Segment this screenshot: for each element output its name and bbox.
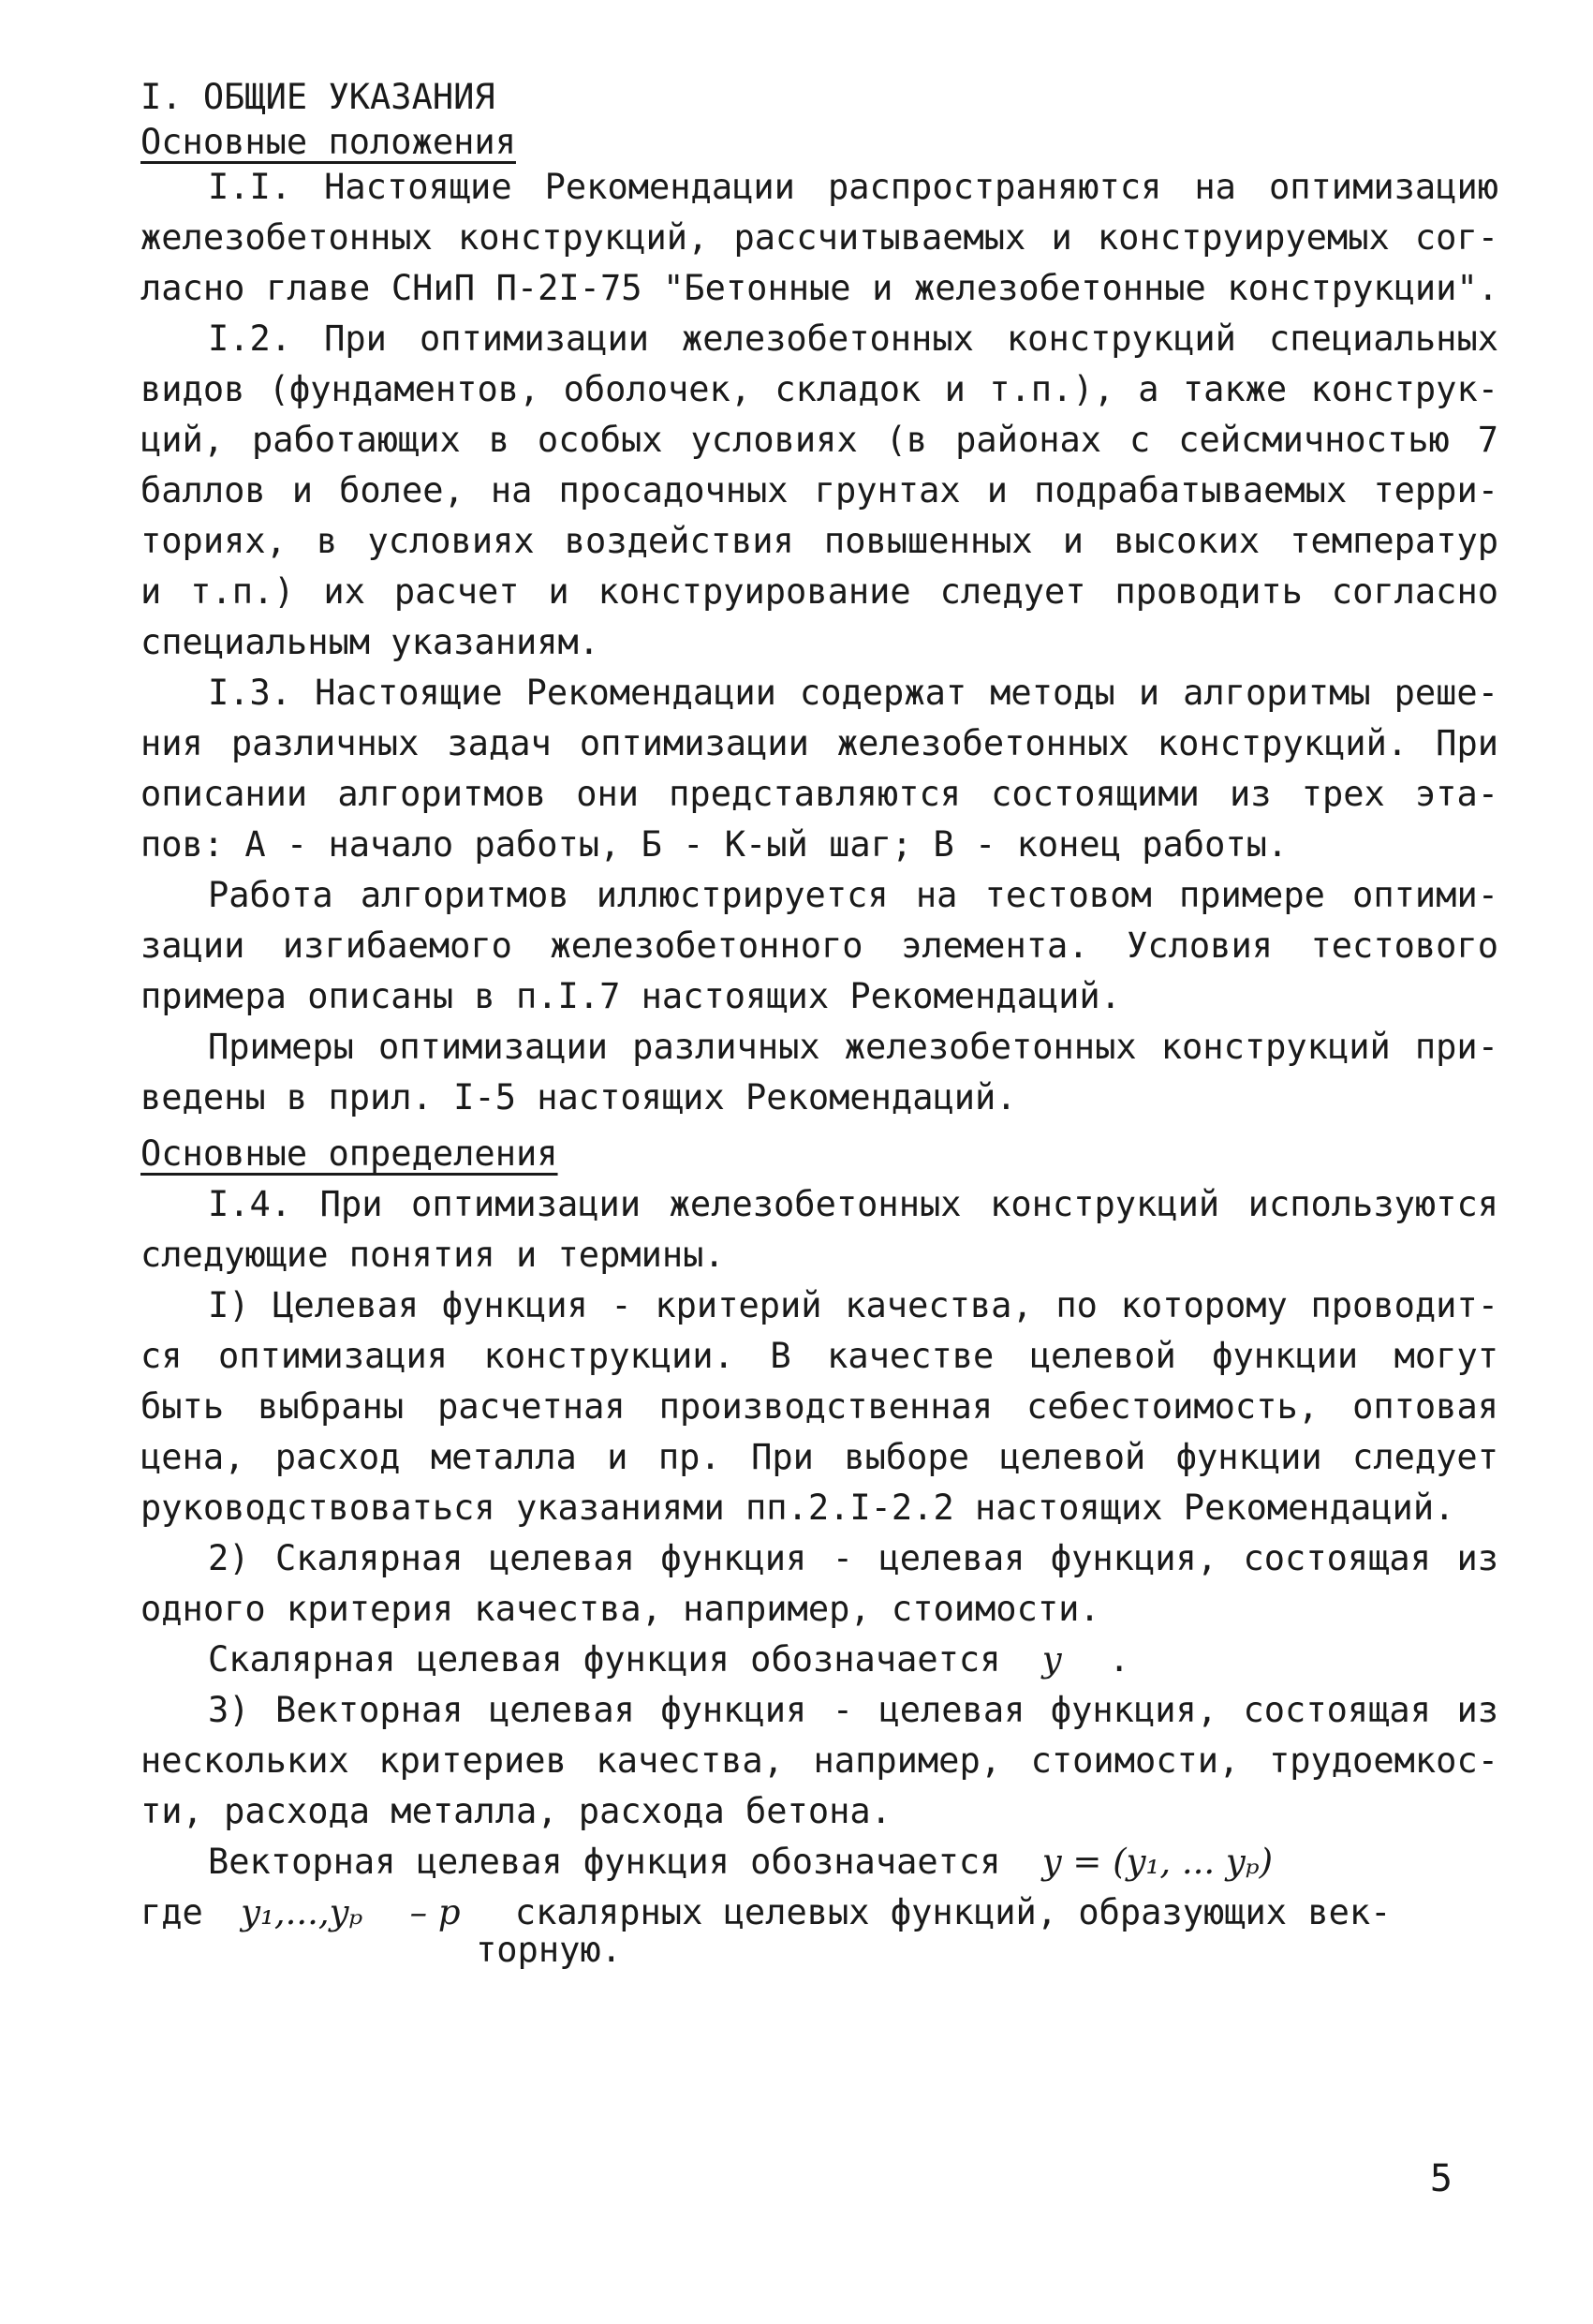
vector-function-formula: y = (y₁, ... yₚ) <box>1041 1842 1274 1882</box>
text-line: пов: А - начало работы, Б - К-ый шаг; В - конец работы. <box>140 824 1289 865</box>
scalar-function-symbol: y <box>1041 1639 1062 1680</box>
text-line: баллов и более, на просадочных грунтах и подрабатываемых терри- <box>140 470 1498 511</box>
text-line: ти, расхода металла, расхода бетона. <box>140 1791 892 1831</box>
text-line: железобетонных конструкций, рассчитываемых и конструируемых сог- <box>140 217 1498 258</box>
formula-line <box>208 1840 1498 1885</box>
text-line: I) Целевая функция - критерий качества, по которому проводит- <box>208 1285 1498 1325</box>
text-fragment: . <box>1108 1639 1130 1680</box>
text-line: ния различных задач оптимизации железобетонных конструкций. При <box>140 723 1498 763</box>
text-line: I.3. Настоящие Рекомендации содержат методы и алгоритмы реше- <box>208 673 1498 713</box>
text-fragment: Векторная целевая функция обозначается <box>208 1842 1001 1882</box>
text-line: ласно главе СНиП П-2I-75 "Бетонные и железобетонные конструкции". <box>140 268 1498 308</box>
text-line: I.4. При оптимизации железобетонных конструкций используются <box>208 1184 1498 1224</box>
text-fragment: скалярных целевых функций, образующих век- <box>514 1892 1392 1932</box>
components-formula: y₁,...,yₚ <box>241 1892 363 1932</box>
text-line: Работа алгоритмов иллюстрируется на тестовом примере оптими- <box>208 875 1498 915</box>
formula-line <box>208 1637 1498 1682</box>
text-line: описании алгоритмов они представляются состоящими из трех эта- <box>140 774 1498 814</box>
section-title <box>140 1132 1498 1177</box>
section-title-text: Основные определения <box>140 1133 558 1174</box>
text-line: торную. <box>476 1930 622 1970</box>
text-line: примера описаны в п.I.7 настоящих Рекомендаций. <box>140 976 1121 1016</box>
text-line: цена, расход металла и пр. При выборе целевой функции следует <box>140 1437 1498 1477</box>
page-number: 5 <box>1429 2157 1453 2200</box>
text-line: 3) Векторная целевая функция - целевая функция, состоящая из <box>208 1690 1498 1730</box>
text-line: быть выбраны расчетная производственная себестоимость, оптовая <box>140 1386 1498 1427</box>
p-symbol: – p <box>409 1892 461 1932</box>
text-line: видов (фундаментов, оболочек, складок и т.п.), а также конструк- <box>140 369 1498 409</box>
text-line: ся оптимизация конструкции. В качестве целевой функции могут <box>140 1336 1498 1376</box>
text-line: зации изгибаемого железобетонного элемента. Условия тестового <box>140 925 1498 966</box>
section-title <box>140 120 1498 165</box>
text-line: Примеры оптимизации различных железобетонных конструкций при- <box>208 1027 1498 1067</box>
text-line: специальным указаниям. <box>140 622 600 662</box>
section-title-text: Основные положения <box>140 122 516 162</box>
text-line: и т.п.) их расчет и конструирование следует проводить согласно <box>140 571 1498 612</box>
chapter-heading: I. ОБЩИЕ УКАЗАНИЯ <box>140 77 495 117</box>
text-fragment: Скалярная целевая функция обозначается <box>208 1639 1001 1680</box>
text-line: ториях, в условиях воздействия повышенных и высоких температур <box>140 521 1498 561</box>
text-line: следующие понятия и термины. <box>140 1235 725 1275</box>
text-line: одного критерия качества, например, стоимости. <box>140 1589 1100 1629</box>
text-fragment: где <box>140 1892 203 1932</box>
text-line: ведены в прил. I-5 настоящих Рекомендаций. <box>140 1077 1017 1118</box>
text-line: I.I. Настоящие Рекомендации распространяются на оптимизацию <box>208 167 1498 207</box>
text-line: руководствоваться указаниями пп.2.I-2.2 настоящих Рекомендаций. <box>140 1488 1455 1528</box>
text-line: 2) Скалярная целевая функция - целевая функция, состоящая из <box>208 1538 1498 1578</box>
text-line: нескольких критериев качества, например, стоимости, трудоемкос- <box>140 1740 1498 1781</box>
text-line: ций, работающих в особых условиях (в районах с сейсмичностью 7 <box>140 420 1498 460</box>
text-line: I.2. При оптимизации железобетонных конструкций специальных <box>208 318 1498 359</box>
